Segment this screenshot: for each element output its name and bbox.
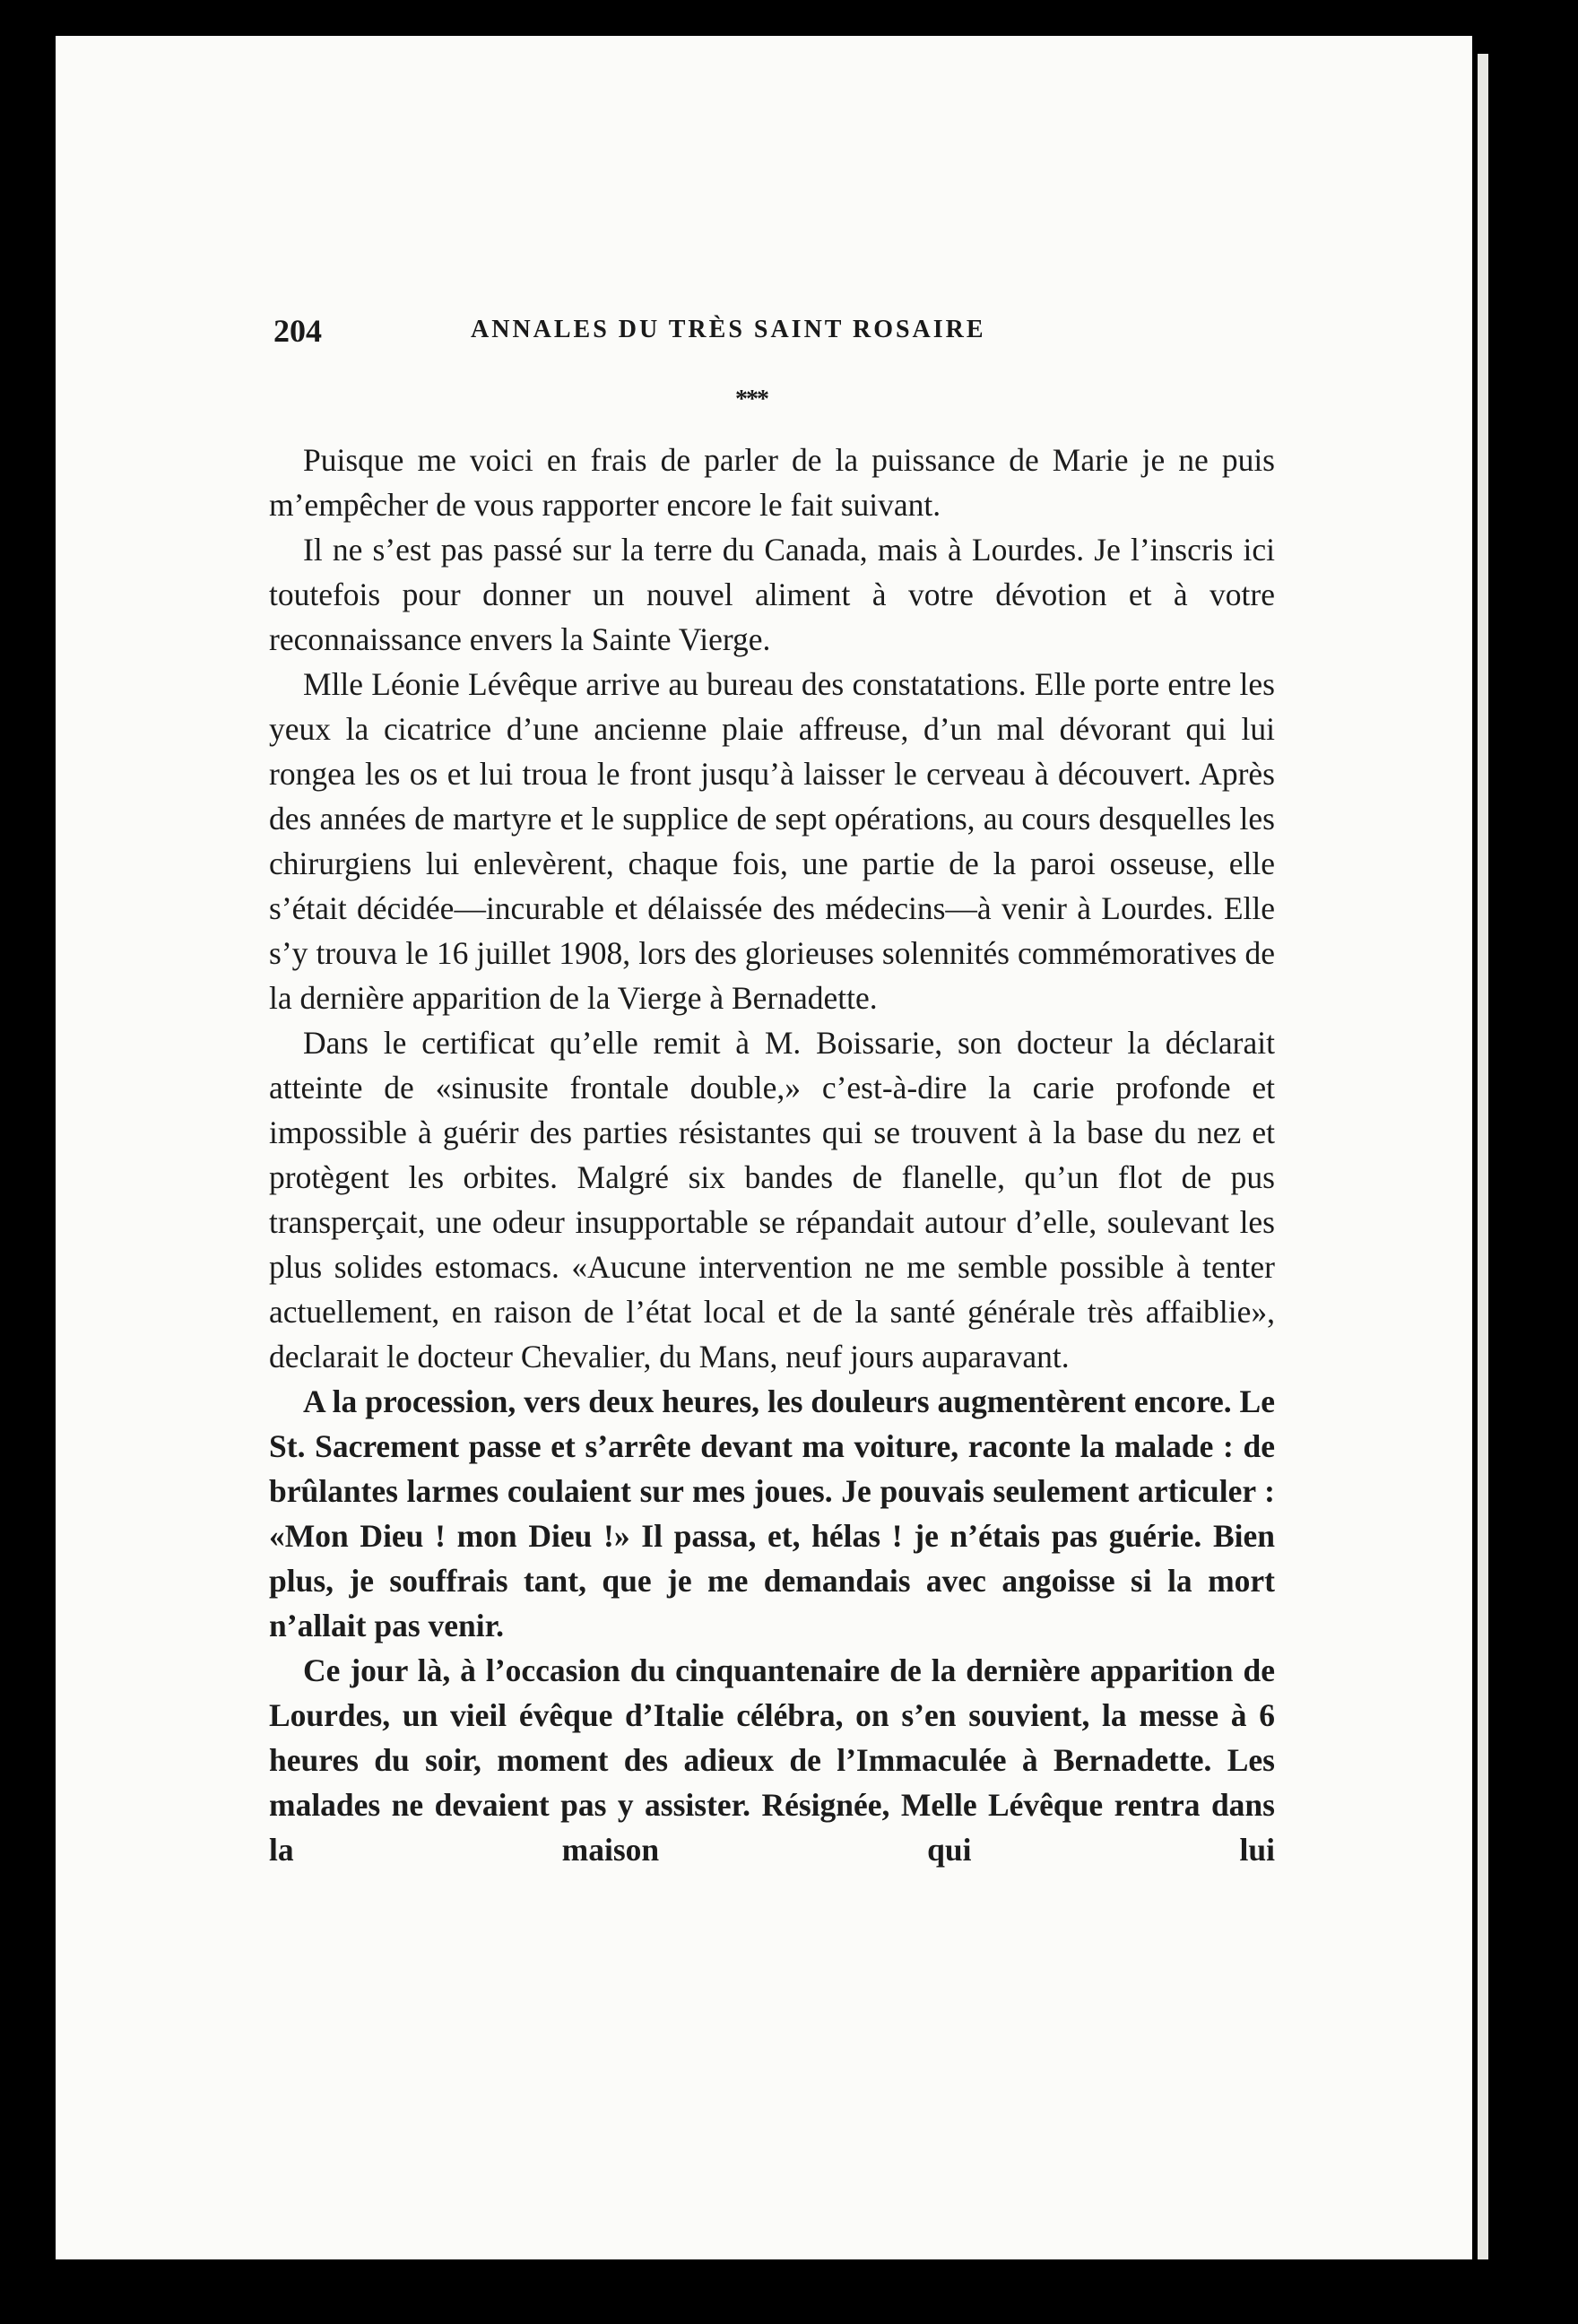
page-number: 204	[273, 313, 322, 349]
paragraph: Mlle Léonie Lévêque arrive au bureau des constatations. Elle porte entre les yeux la cicatrice d’une ancienne plaie affreuse, d’un mal dévorant qui lui rongea les os et lui troua le front jusqu’à laisser le cerveau à découvert. Après des années de martyre et le supplice de sept opérations, au cours desquelles les chirurgiens lui enlevèrent, chaque fois, une partie de la paroi osseuse, elle s’était décidée—incurable et délaissée des médecins—à venir à Lourdes. Elle s’y trouva le 16 juillet 1908, lors des glorieuses solennités commémoratives de la dernière apparition de la Vierge à Bernadette.	[269, 666, 1275, 1016]
page-header	[273, 312, 1278, 351]
paragraph: A la procession, vers deux heures, les douleurs augmentèrent encore. Le St. Sacrement passe et s’arrête devant ma voiture, raconte la malade : de brûlantes larmes coulaient sur mes joues. Je pouvais seulement articuler : «Mon Dieu ! mon Dieu !» Il passa, et, hélas ! je n’étais pas guérie. Bien plus, je souffrais tant, que je me demandais avec angoisse si la mort n’allait pas venir.	[269, 1383, 1275, 1643]
section-ornament: ***	[735, 386, 767, 413]
paragraph: Ce jour là, à l’occasion du cinquantenaire de la dernière apparition de Lourdes, un vieil évêque d’Italie célébra, on s’en souvient, la messe à 6 heures du soir, moment des adieux de l’Immaculée à Bernadette. Les malades ne devaient pas y assister. Résignée, Melle Lévêque rentra dans la maison qui lui	[269, 1652, 1275, 1868]
paragraph: Dans le certificat qu’elle remit à M. Boissarie, son docteur la déclarait atteinte de «sinusite frontale double,» c’est-à-dire la carie profonde et impossible à guérir des parties résistantes qui se trouvent à la base du nez et protègent les orbites. Malgré six bandes de flanelle, qu’un flot de pus transperçait, une odeur insupportable se répandait autour d’elle, soulevant les plus solides estomacs. «Aucune intervention ne me semble possible à tenter actuellement, en raison de l’état local et de la santé générale très affaiblie», declarait le docteur Chevalier, du Mans, neuf jours auparavant.	[269, 1025, 1275, 1374]
body-text	[269, 438, 1275, 1872]
facing-page-edge	[1478, 54, 1488, 2259]
paragraph: Puisque me voici en frais de parler de la puissance de Marie je ne puis m’empêcher de vous rapporter encore le fait suivant.	[269, 442, 1275, 523]
running-title: ANNALES DU TRÈS SAINT ROSAIRE	[471, 316, 986, 343]
paragraph: Il ne s’est pas passé sur la terre du Canada, mais à Lourdes. Je l’inscris ici toutefois pour donner un nouvel aliment à votre dévotion et à votre reconnaissance envers la Sainte Vierge.	[269, 532, 1275, 657]
